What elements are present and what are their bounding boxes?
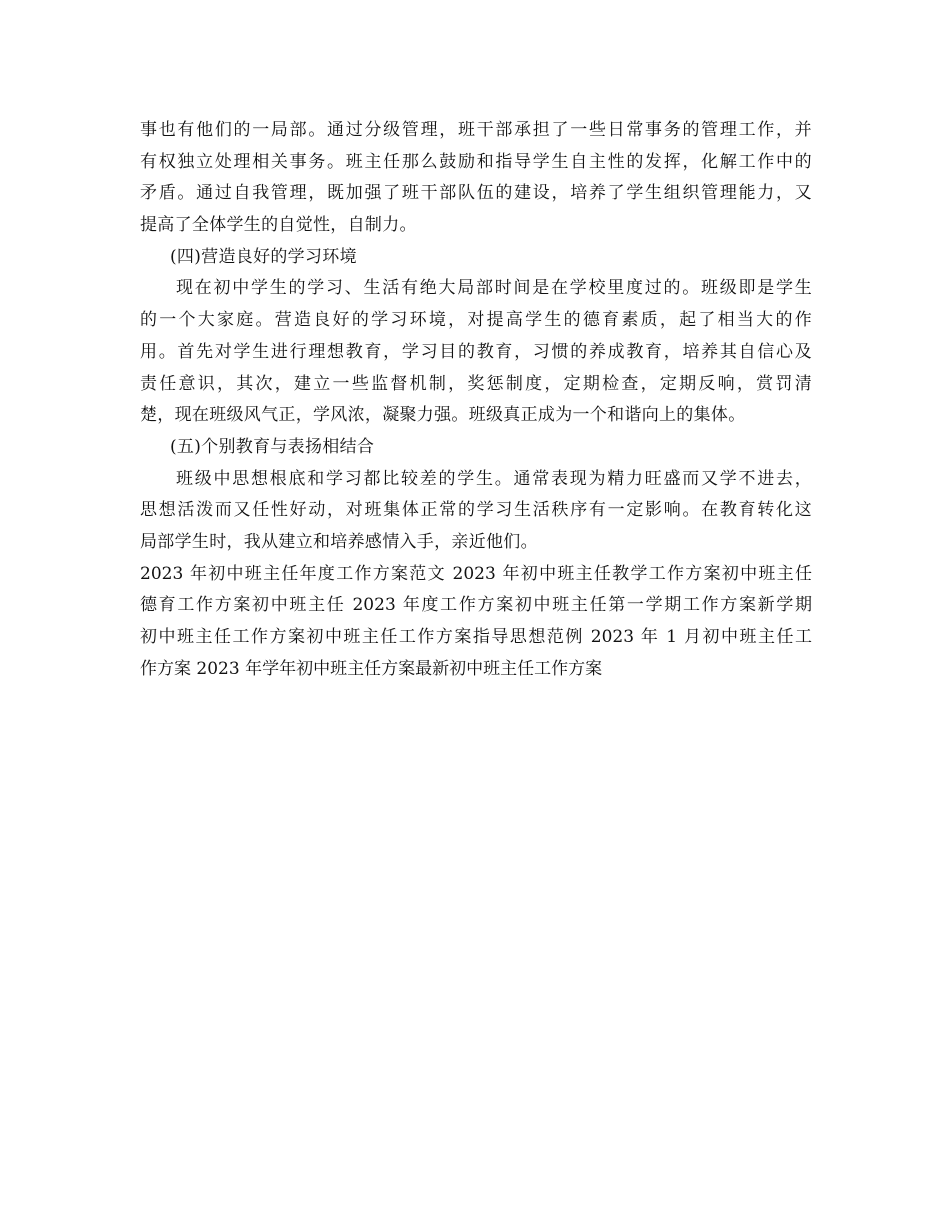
paragraph-continuation	[140, 115, 812, 242]
section-heading-5: (五)个别教育与表扬相结合	[170, 436, 375, 457]
paragraph-line: 楚，现在班级风气正，学风浓，凝聚力强。班级真正成为一个和谐向上的集体。	[140, 405, 746, 426]
paragraph-line: 有权独立处理相关事务。班主任那么鼓励和指导学生自主性的发挥，化解工作中的	[140, 151, 812, 172]
related-titles-line: 初中班主任工作方案初中班主任工作方案指导思想范例 2023 年 1 月初中班主任工	[140, 627, 812, 647]
paragraph-line: 思想活泼而又任性好动，对班集体正常的学习生活秩序有一定影响。在教育转化这	[140, 500, 812, 521]
paragraph-line: 提高了全体学生的自觉性，自制力。	[140, 215, 417, 236]
paragraph-line: 的一个大家庭。营造良好的学习环境，对提高学生的德育素质，起了相当大的作	[140, 310, 812, 331]
related-titles-line: 2023 年初中班主任年度工作方案范文 2023 年初中班主任教学工作方案初中班主任	[140, 563, 812, 584]
paragraph-line: 现在初中学生的学习、生活有绝大局部时间是在学校里度过的。班级即是学生	[176, 278, 812, 299]
paragraph-line: 局部学生时，我从建立和培养感情入手，亲近他们。	[140, 531, 538, 552]
paragraph-line: 责任意识，其次，建立一些监督机制，奖惩制度，定期检查，定期反响，赏罚清	[140, 373, 812, 394]
document-body	[140, 115, 812, 685]
paragraph-line: 用。首先对学生进行理想教育，学习目的教育，习惯的养成教育，培养其自信心及	[140, 341, 812, 362]
paragraph-line: 事也有他们的一局部。通过分级管理，班干部承担了一些日常事务的管理工作，并	[140, 120, 812, 140]
paragraph-line: 班级中思想根底和学习都比较差的学生。通常表现为精力旺盛而又学不进去，	[176, 468, 812, 489]
section-4-paragraph	[140, 273, 812, 431]
section-heading-4: (四)营造良好的学习环境	[170, 246, 357, 267]
paragraph-line: 矛盾。通过自我管理，既加强了班干部队伍的建设，培养了学生组织管理能力，又	[140, 183, 812, 204]
related-titles-line: 作方案 2023 年学年初中班主任方案最新初中班主任工作方案	[140, 658, 603, 679]
related-titles-line: 德育工作方案初中班主任 2023 年度工作方案初中班主任第一学期工作方案新学期	[140, 595, 812, 616]
related-titles	[140, 559, 812, 686]
section-5-paragraph	[140, 464, 812, 559]
